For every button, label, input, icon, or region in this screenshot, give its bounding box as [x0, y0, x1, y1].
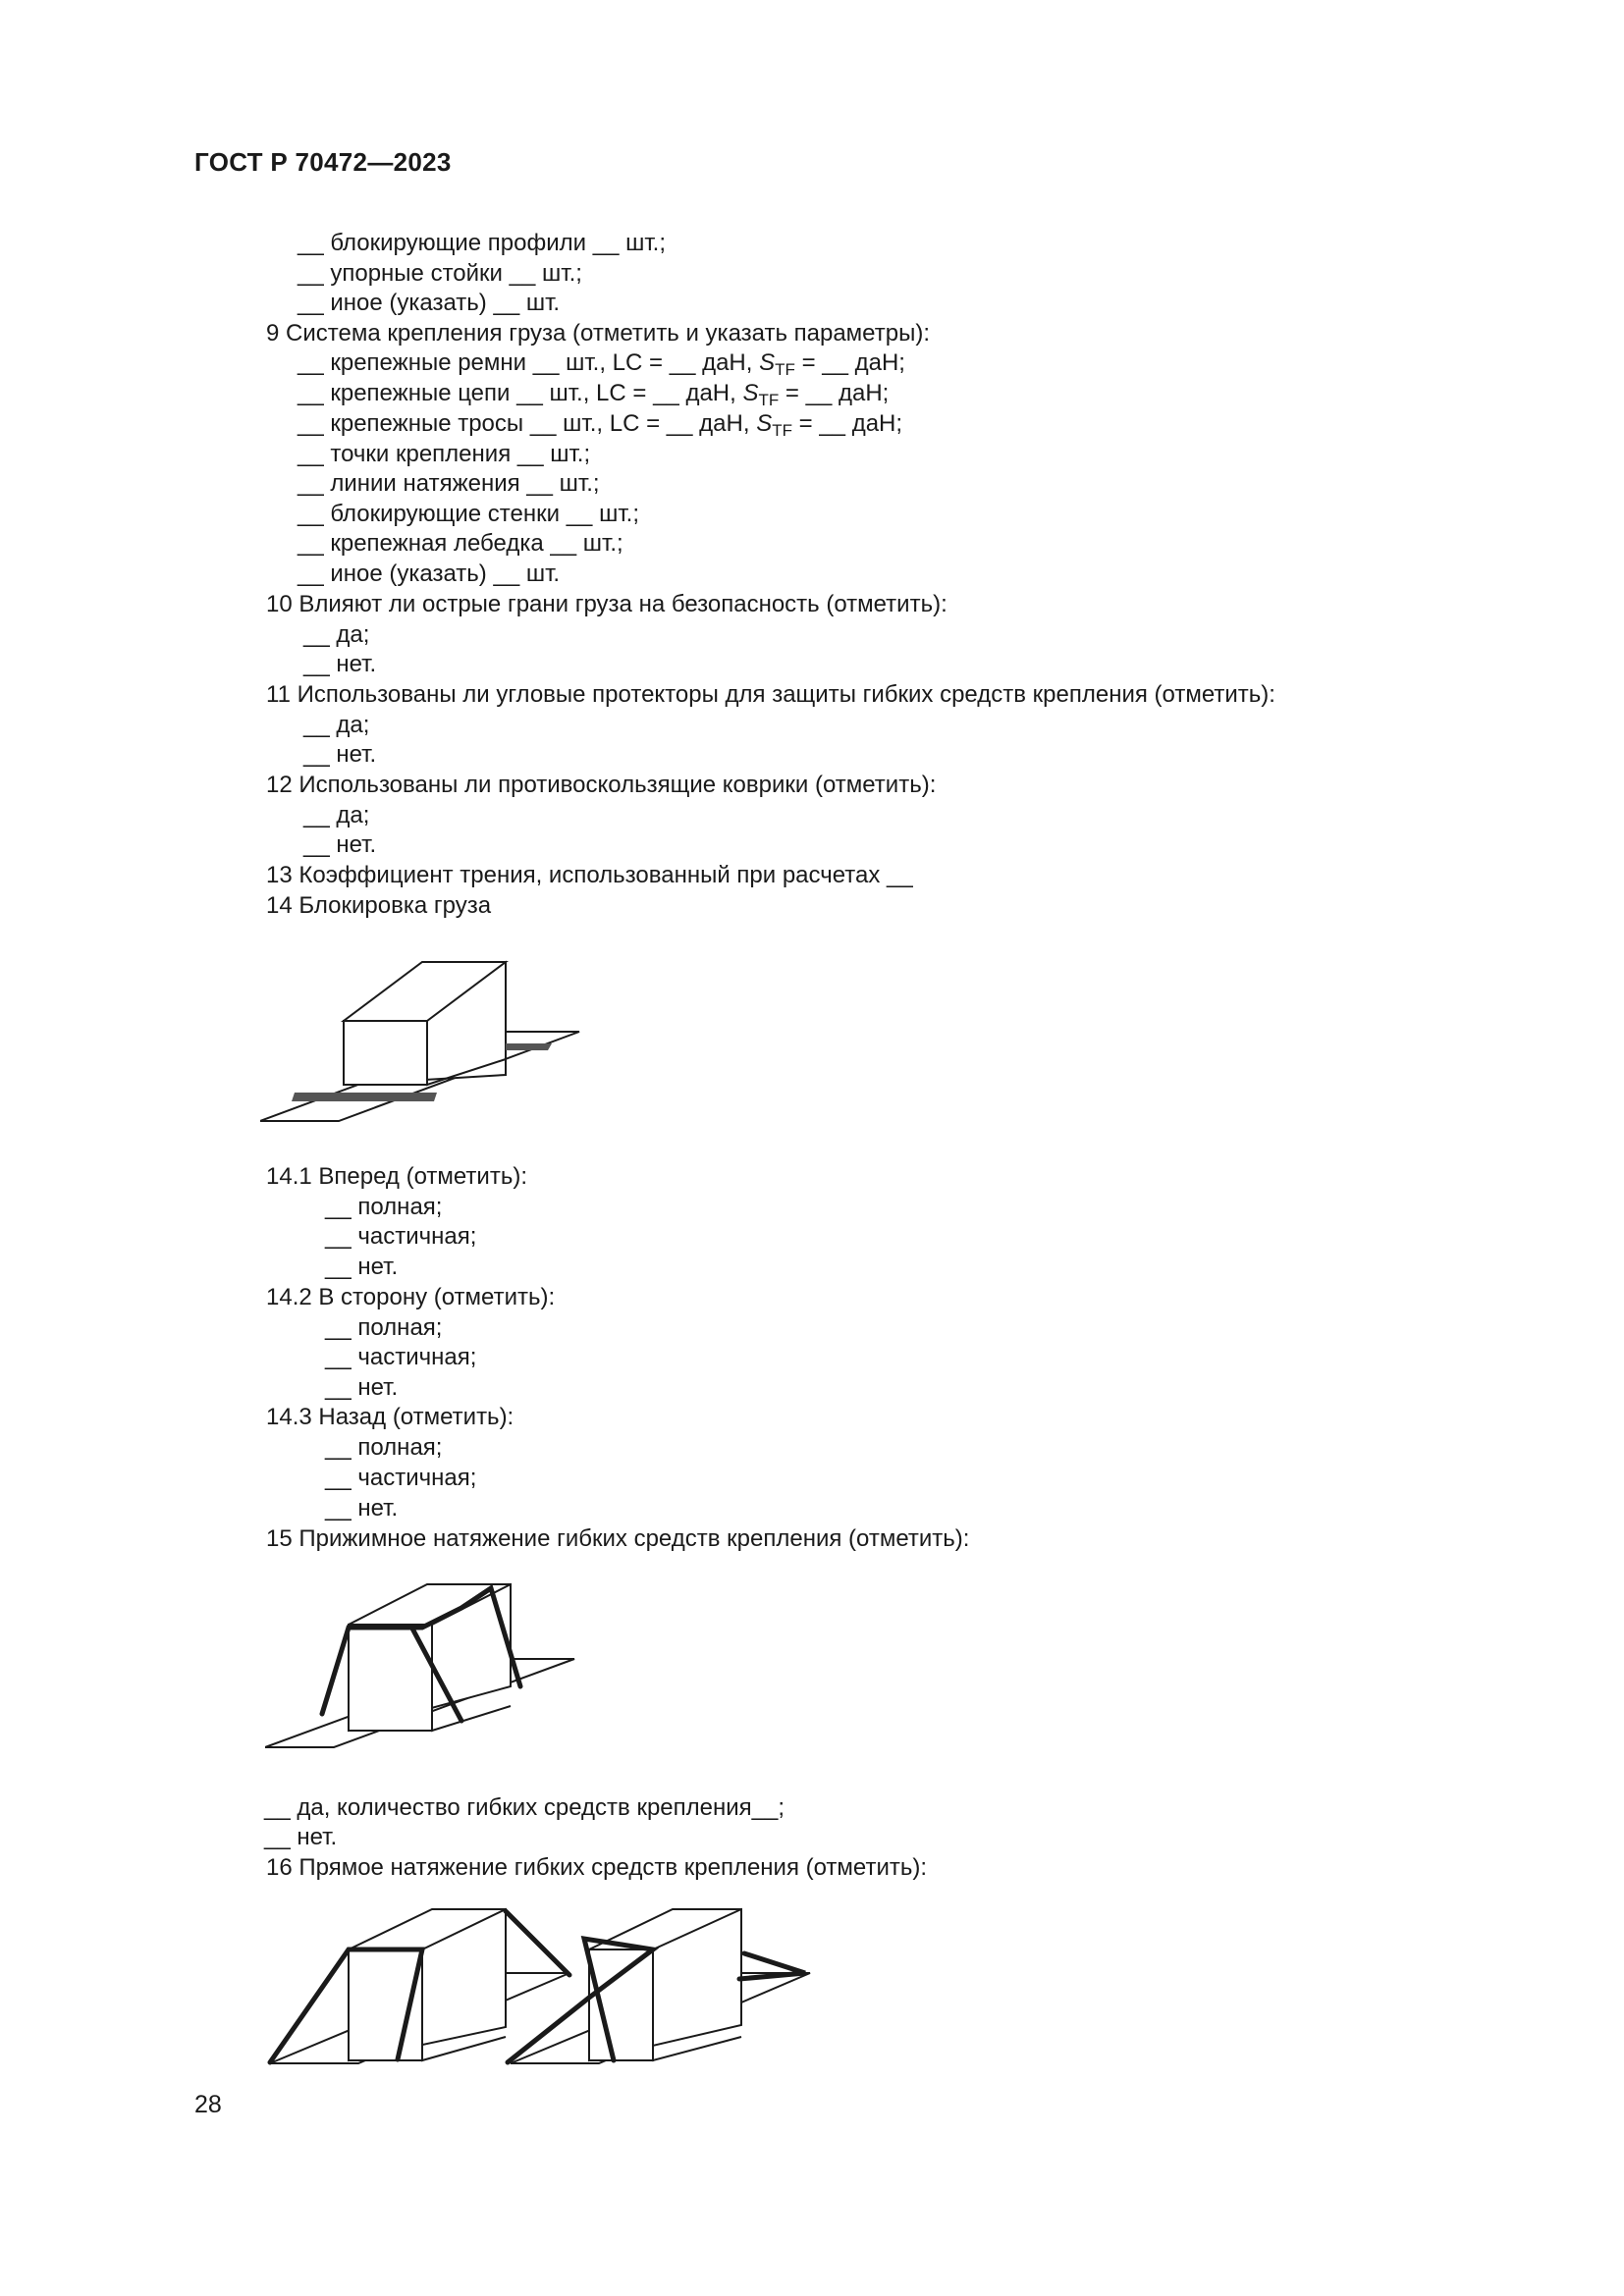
item-14-1-title: 14.1 Вперед (отметить):: [266, 1163, 527, 1190]
list-item: __ упорные стойки __ шт.;: [298, 260, 582, 287]
list-item: __ иное (указать) __ шт.: [298, 290, 561, 316]
list-item: __ частичная;: [325, 1223, 477, 1250]
list-item-belts: __ крепежные ремни __ шт., LC = __ даН, $S_{TF}$ = __ даН;: [298, 349, 905, 379]
item-14-3-title: 14.3 Назад (отметить):: [266, 1404, 514, 1430]
item-11-title: 11 Использованы ли угловые протекторы для защиты гибких средств крепления (отметить):: [266, 681, 1275, 708]
list-item: __ да, количество гибких средств крепления__;: [264, 1794, 785, 1821]
item-12-title: 12 Использованы ли противоскользящие коврики (отметить):: [266, 772, 937, 798]
list-item: __ линии натяжения __ шт.;: [298, 470, 600, 497]
item-15-title: 15 Прижимное натяжение гибких средств крепления (отметить):: [266, 1525, 970, 1552]
page-number: 28: [194, 2091, 222, 2118]
list-item-ropes: __ крепежные тросы __ шт., LC = __ даН, $S_{TF}$ = __ даН;: [298, 410, 903, 440]
list-item-chains: __ крепежные цепи __ шт., LC = __ даН, $S_{TF}$ = __ даН;: [298, 380, 890, 409]
list-item: __ точки крепления __ шт.;: [298, 441, 591, 467]
document-header: ГОСТ Р 70472—2023: [194, 147, 452, 177]
hold-down-lashing-figure: [265, 1578, 589, 1755]
item-9-title: 9 Система крепления груза (отметить и указать параметры):: [266, 320, 930, 347]
list-item: __ нет.: [325, 1495, 399, 1522]
list-item: __ частичная;: [325, 1344, 477, 1370]
list-item: __ полная;: [325, 1314, 443, 1341]
list-item: __ блокирующие стенки __ шт.;: [298, 501, 639, 527]
list-item: __ нет.: [303, 741, 377, 768]
item-14-title: 14 Блокировка груза: [266, 892, 492, 919]
list-item: __ полная;: [325, 1194, 443, 1220]
list-item: __ нет.: [303, 651, 377, 677]
item-16-title: 16 Прямое натяжение гибких средств крепления (отметить):: [266, 1854, 928, 1881]
list-item: __ да;: [303, 712, 370, 738]
cargo-blocking-figure: [260, 947, 594, 1134]
list-item: __ крепежная лебедка __ шт.;: [298, 530, 623, 557]
item-14-2-title: 14.2 В сторону (отметить):: [266, 1284, 556, 1310]
list-item: __ частичная;: [325, 1465, 477, 1491]
direct-lashing-figure: [260, 1899, 820, 2071]
list-item: __ полная;: [325, 1434, 443, 1461]
list-item: __ да;: [303, 621, 370, 648]
item-10-title: 10 Влияют ли острые грани груза на безопасность (отметить):: [266, 591, 947, 617]
list-item: __ да;: [303, 802, 370, 828]
list-item: __ нет.: [325, 1374, 399, 1401]
list-item: __ нет.: [264, 1824, 338, 1850]
item-13-title: 13 Коэффициент трения, использованный при расчетах __: [266, 862, 913, 888]
list-item: __ блокирующие профили __ шт.;: [298, 230, 667, 256]
list-item: __ иное (указать) __ шт.: [298, 561, 561, 587]
list-item: __ нет.: [303, 831, 377, 858]
list-item: __ нет.: [325, 1254, 399, 1280]
